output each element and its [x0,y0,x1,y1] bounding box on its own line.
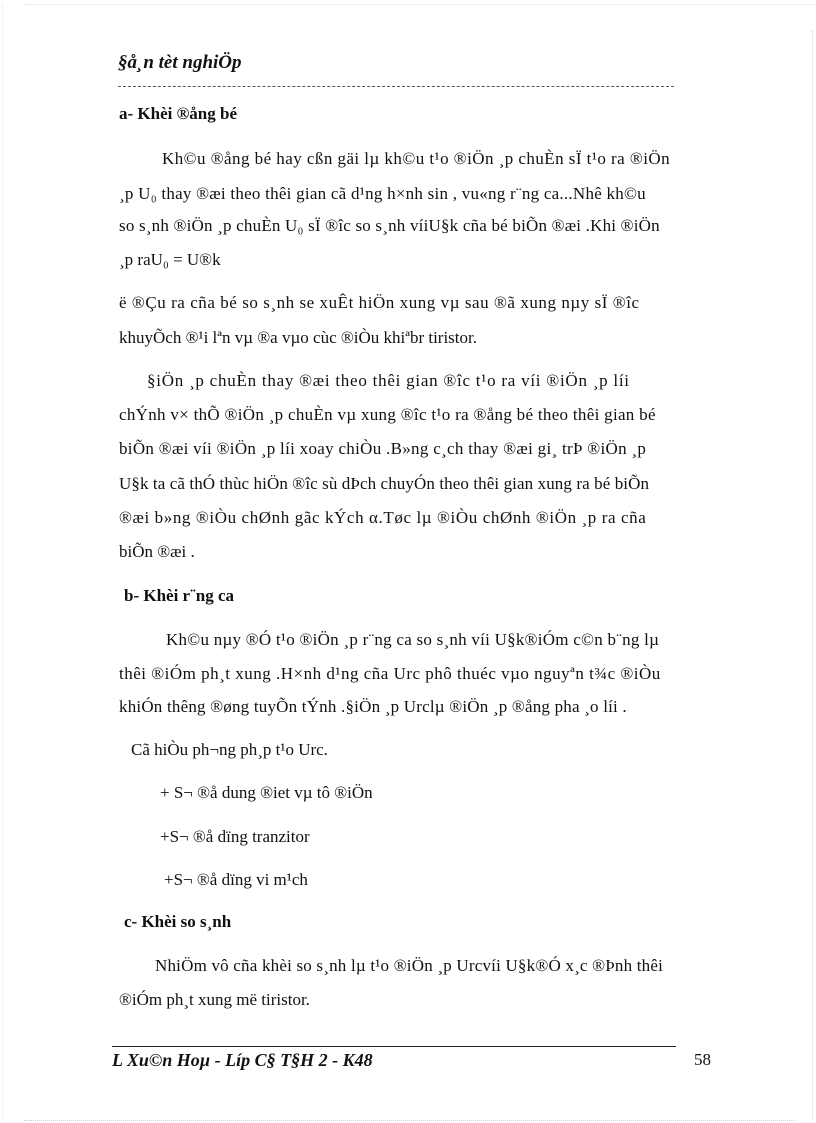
section-b-heading: b- Khèi r¨ng ca [124,586,235,605]
paragraph-line: thêi ®iÓm ph¸t xung .H×nh d¹ng cña Urc phô thuéc vµo nguyªn t¾c ®iÒu [119,664,661,683]
paragraph-line: Kh©u nµy ®Ó t¹o ®iÖn ¸p r¨ng ca so s¸nh víi U§k®iÓm c©n b¨ng lµ [166,630,660,649]
list-item: +S¬ ®å dïng tranzitor [160,827,310,846]
paragraph-line: ¸p U₀ thay ®æi theo thêi gian cã d¹ng h×nh sin , vu«ng r¨ng ca...Nhê kh©u [119,184,646,203]
paragraph-line: U§k ta cã thÓ thùc hiÖn ®îc sù dÞch chuyÓn theo thêi gian xung ra bé biÕn [119,474,650,493]
page-border-top [24,4,814,5]
list-item: +S¬ ®å dïng vi m¹ch [164,870,308,889]
paragraph-line: khuyÕch ®¹i lªn vµ ®a vµo cùc ®iÒu khiªbr tiristor. [119,328,477,347]
paragraph-line: biÕn ®æi . [119,542,195,561]
header-dashed-rule [118,86,674,87]
paragraph-line: khiÓn thêng ®øng tuyÕn tÝnh .§iÖn ¸p Urclµ ®iÖn ¸p ®ång pha ¸o líi . [119,697,627,716]
page-border-left [2,4,3,1120]
paragraph-line: Kh©u ®ång bé hay cßn gäi lµ kh©u t¹o ®iÖn ¸p chuÈn sÏ t¹o ra ®iÖn [162,149,671,168]
page-border-bottom [24,1120,794,1121]
paragraph-line: ¸p raU₀ = U®k [119,250,221,269]
page-number: 58 [694,1050,711,1069]
section-a-heading: a- Khèi ®ång bé [119,104,238,123]
page-border-right [812,30,813,1120]
paragraph-line: ë ®Çu ra cña bé so s¸nh se xuÊt hiÖn xung vµ sau ®ã xung nµy sÏ ®îc [119,293,640,312]
footer-rule [112,1046,676,1047]
paragraph-line: ®iÓm ph¸t xung më tiristor. [119,990,310,1009]
paragraph-line: §iÖn ¸p chuÈn thay ®æi theo thêi gian ®îc t¹o ra víi ®iÖn ¸p líi [147,371,630,390]
list-item: + S¬ ®å dung ®iet vµ tô ®iÖn [160,783,373,802]
paragraph-line: so s¸nh ®iÖn ¸p chuÈn U₀ sÏ ®îc so s¸nh víiU§k cña bé biÕn ®æi .Khi ®iÖn [119,216,660,235]
header-title: §å¸n tèt nghiÖp [118,52,242,73]
paragraph-line: NhiÖm vô cña khèi so s¸nh lµ t¹o ®iÖn ¸p Urcvíi U§k®Ó x¸c ®Þnh thêi [155,956,664,975]
paragraph-line: chÝnh v× thÕ ®iÖn ¸p chuÈn vµ xung ®îc t¹o ra ®ång bé theo thêi gian bé [119,405,656,424]
footer-author: L Xu©n Hoµ - Líp C§ T§H 2 - K48 [112,1050,373,1070]
paragraph-line: ®æi b»ng ®iÒu chØnh gãc kÝch α.Tøc lµ ®iÒu chØnh ®iÖn ¸p ra cña [119,508,647,527]
paragraph-line: biÕn ®æi víi ®iÖn ¸p líi xoay chiÒu .B»ng c¸ch thay ®æi gi¸ trÞ ®iÖn ¸p [119,439,647,458]
section-c-heading: c- Khèi so s¸nh [124,912,232,931]
list-intro: Cã hiÒu ph¬ng ph¸p t¹o Urc. [131,740,328,759]
